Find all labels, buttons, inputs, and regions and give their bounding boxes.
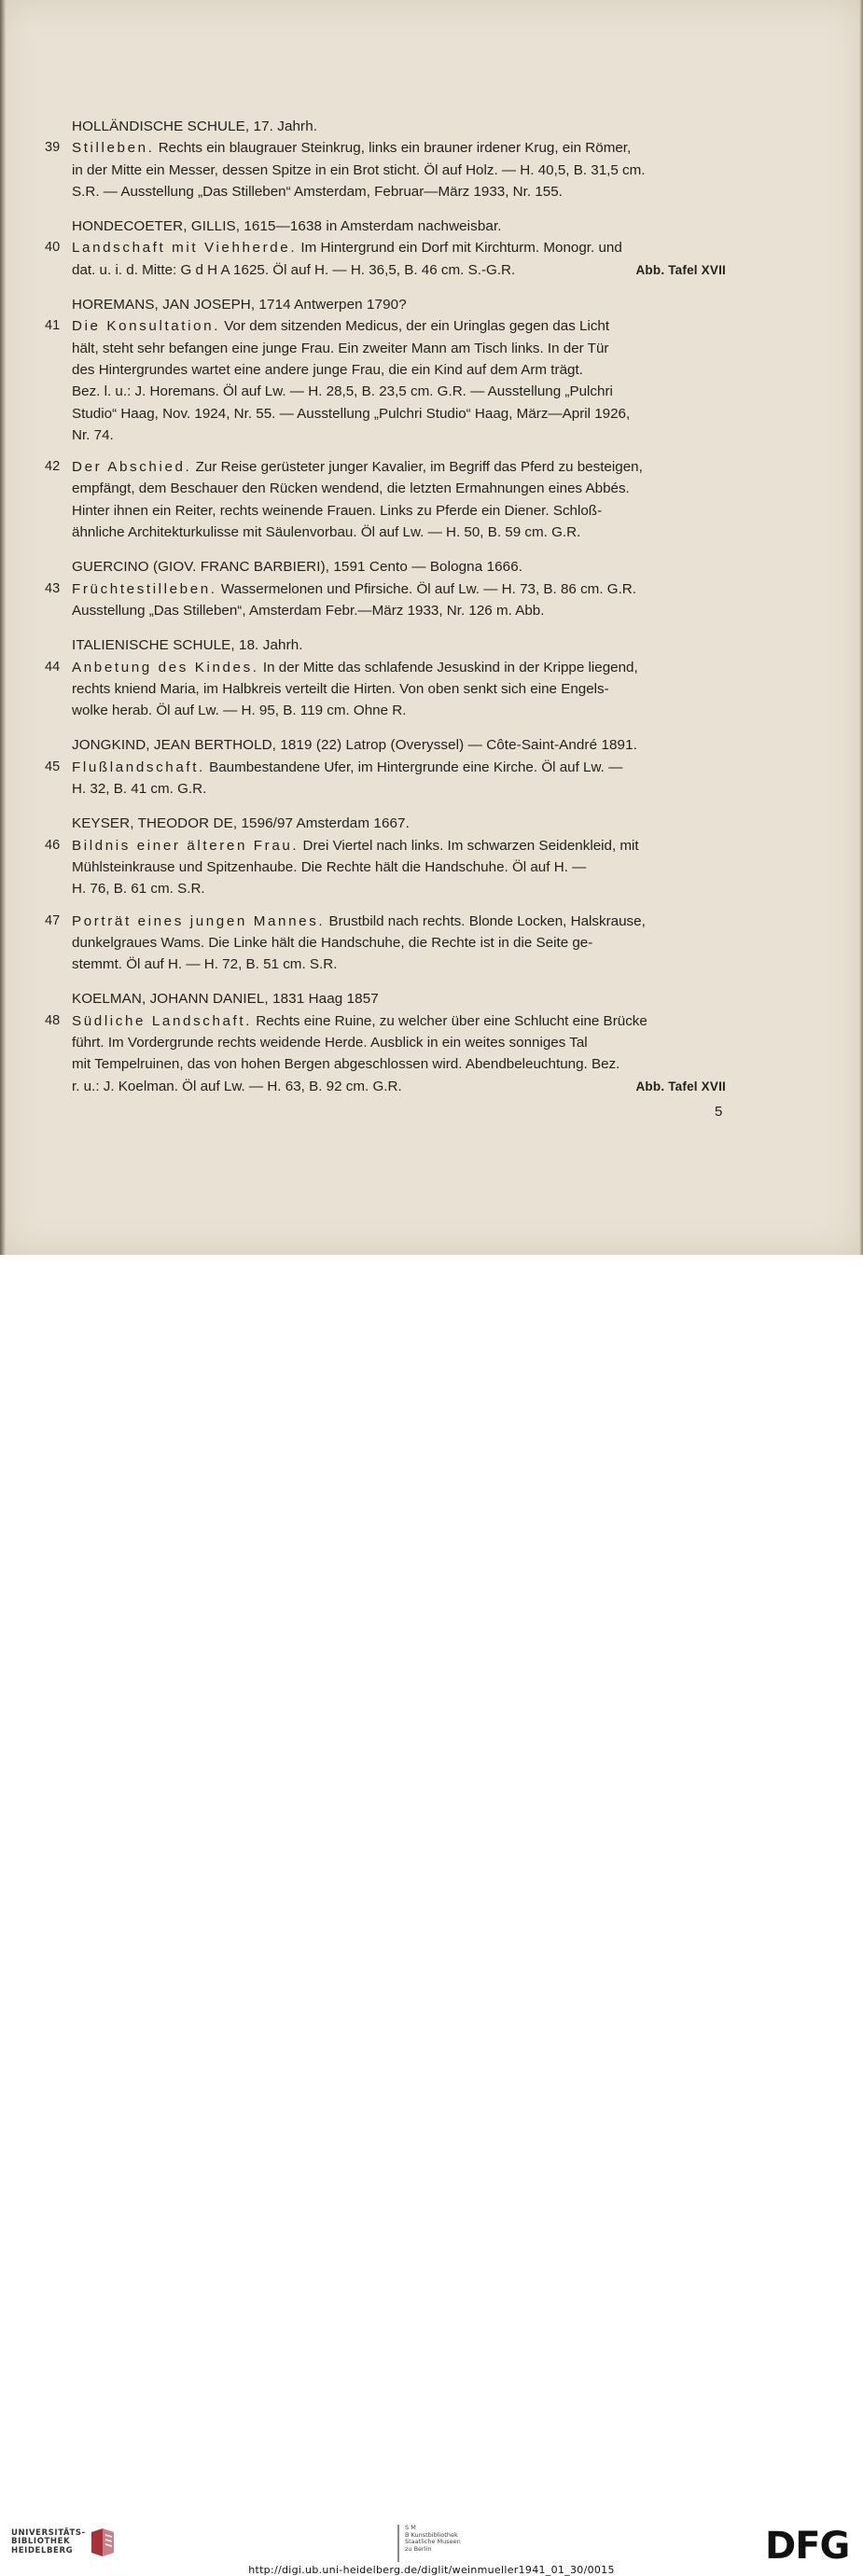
- catalog-entry: [45, 1010, 726, 1097]
- entry-line-text: [72, 838, 639, 854]
- entry-description: Im Hintergrund ein Dorf mit Kirchturm. Monogr. und: [300, 240, 622, 257]
- entry-description: S.R. — Ausstellung „Das Stilleben“ Amsterdam, Februar—März 1933, Nr. 155.: [72, 183, 563, 200]
- entry-line: [72, 1010, 726, 1032]
- entry-line: [72, 403, 726, 425]
- entry-description: Hinter ihnen ein Reiter, rechts weinende Frauen. Links zu Pferde ein Diener. Schloß-: [72, 502, 603, 519]
- museum-line: Staatliche Museen: [405, 2538, 461, 2546]
- artwork-title: Porträt eines jungen Mannes.: [72, 912, 326, 929]
- entry-line-text: [72, 1035, 588, 1051]
- entry-line-text: [72, 1076, 402, 1097]
- entry-line-text: [72, 140, 631, 156]
- entry-line-text: [72, 681, 609, 697]
- museum-line: B Kunstbibliothek: [405, 2530, 458, 2539]
- entry-number: 42: [45, 459, 61, 475]
- entry-description: ähnliche Architekturkulisse mit Säulenvorbau. Öl auf Lw. — H. 50, B. 59 cm. G.R.: [72, 524, 581, 541]
- museum-library-logo[interactable]: [397, 2525, 461, 2562]
- university-library-text: [11, 2529, 86, 2556]
- museum-logo-text: [405, 2525, 461, 2562]
- entry-line-text: [72, 881, 205, 897]
- museum-line: S M: [405, 2524, 416, 2531]
- museum-line: zu Berlin: [405, 2544, 432, 2553]
- entry-line-text: [72, 859, 586, 875]
- entry-line: [72, 700, 726, 721]
- entry-description: H. 32, B. 41 cm. G.R.: [72, 781, 207, 798]
- entry-line: [72, 878, 726, 899]
- entry-description: hält, steht sehr befangen eine junge Frau. Ein zweiter Mann am Tisch links. In der Tür: [72, 340, 609, 356]
- university-line: BIBLIOTHEK: [11, 2537, 71, 2547]
- entry-line: [72, 381, 726, 402]
- entry-line: [72, 181, 726, 202]
- entry-line-text: [72, 781, 206, 797]
- entry-line: [72, 456, 726, 478]
- artist-heading: JONGKIND, JEAN BERTHOLD, 1819 (22) Latrop (Overyssel) — Côte-Saint-André 1891.: [72, 737, 637, 754]
- entry-line-text: [72, 480, 630, 496]
- entry-description: Vor dem sitzenden Medicus, der ein Uringlas gegen das Licht: [224, 318, 610, 335]
- entry-description: dunkelgraues Wams. Die Linke hält die Handschuhe, die Rechte ist in die Seite ge-: [72, 934, 593, 951]
- page-edge-right: [859, 0, 863, 1255]
- entry-line: [72, 1076, 726, 1097]
- entry-line: [72, 578, 726, 600]
- entry-description: Studio“ Haag, Nov. 1924, Nr. 55. — Ausstellung „Pulchri Studio“ Haag, März—April 1926,: [72, 405, 631, 422]
- entry-line-text: [72, 1013, 647, 1029]
- museum-logo-bar: [397, 2525, 399, 2562]
- entry-number: 43: [45, 580, 61, 596]
- entry-line: [72, 237, 726, 258]
- entry-description: in der Mitte ein Messer, dessen Spitze in ein Brot sticht. Öl auf Holz. — H. 40,5, B. 31,5 cm.: [72, 161, 646, 178]
- entry-line-text: [72, 703, 406, 718]
- entry-line: [72, 778, 726, 800]
- entry-description: Drei Viertel nach links. Im schwarzen Seidenkleid, mit: [302, 837, 639, 854]
- entry-line-text: [72, 259, 515, 281]
- entry-line-text: [72, 184, 563, 200]
- entry-line: [72, 600, 726, 621]
- entry-description: Nr. 74.: [72, 426, 114, 443]
- entry-line: [72, 478, 726, 499]
- entry-line-text: [72, 956, 337, 972]
- entry-description: r. u.: J. Koelman. Öl auf Lw. — H. 63, B. 92 cm. G.R.: [72, 1078, 402, 1094]
- entry-number: 46: [45, 837, 61, 853]
- entry-number: 48: [45, 1012, 61, 1028]
- entry-number: 40: [45, 240, 61, 256]
- entry-description: Rechts ein blaugrauer Steinkrug, links ein brauner irdener Krug, ein Römer,: [158, 140, 632, 157]
- entry-description: Rechts eine Ruine, zu welcher über eine Schlucht eine Brücke: [256, 1012, 647, 1029]
- page-number: 5: [715, 1104, 723, 1120]
- entry-line: [72, 954, 726, 975]
- plate-reference: Abb. Tafel XVII: [635, 262, 726, 277]
- entry-line: [72, 657, 726, 678]
- entry-line-text: [72, 524, 580, 540]
- catalog-entry: [45, 137, 726, 202]
- catalog-content: [45, 116, 726, 1097]
- source-url-link[interactable]: http://digi.ub.uni-heidelberg.de/diglit/weinmueller1941_01_30/0015: [248, 2564, 615, 2576]
- entry-line: [72, 137, 726, 159]
- dfg-logo[interactable]: DFG: [765, 2525, 850, 2568]
- entry-description: Brustbild nach rechts. Blonde Locken, Halskrause,: [328, 912, 646, 929]
- entry-description: rechts kniend Maria, im Halbkreis verteilt die Hirten. Von oben senkt sich eine Engels-: [72, 680, 609, 697]
- entry-description: führt. Im Vordergrunde rechts weidende Herde. Ausblick in ein weites sonniges Tal: [72, 1034, 588, 1051]
- artwork-title: Stilleben.: [72, 140, 155, 157]
- entry-line: [72, 522, 726, 543]
- entry-description: H. 76, B. 61 cm. S.R.: [72, 881, 205, 898]
- entry-line: [72, 911, 726, 932]
- entry-line: [72, 500, 726, 522]
- catalog-entry: [45, 578, 726, 622]
- entry-line-text: [72, 913, 646, 929]
- artwork-title: Flußlandschaft.: [72, 759, 205, 775]
- entry-line: [72, 678, 726, 700]
- page-edge-left: [0, 0, 6, 1255]
- entry-description: wolke herab. Öl auf Lw. — H. 95, B. 119 cm. Ohne R.: [72, 703, 407, 719]
- artwork-title: Der Abschied.: [72, 459, 192, 476]
- plate-reference: Abb. Tafel XVII: [635, 1079, 726, 1093]
- entry-description: empfängt, dem Beschauer den Rücken wendend, die letzten Ermahnungen eines Abbés.: [72, 480, 630, 497]
- entry-line-text: [72, 759, 622, 775]
- entry-line: [72, 359, 726, 381]
- entry-line-text: [72, 406, 630, 422]
- entry-line-text: [72, 240, 622, 256]
- scanned-page: [0, 0, 863, 1255]
- catalog-entry: [45, 757, 726, 801]
- entry-description: Baumbestandene Ufer, im Hintergrunde eine Kirche. Öl auf Lw. —: [209, 759, 623, 775]
- entry-line: [72, 259, 726, 281]
- entry-number: 45: [45, 759, 61, 774]
- entry-line-text: [72, 318, 609, 334]
- entry-line-text: [72, 935, 592, 951]
- entry-description: dat. u. i. d. Mitte: G d H A 1625. Öl auf H. — H. 36,5, B. 46 cm. S.-G.R.: [72, 261, 516, 278]
- artist-heading: ITALIENISCHE SCHULE, 18. Jahrh.: [72, 637, 303, 654]
- entry-description: Mühlsteinkrause und Spitzenhaube. Die Rechte hält die Handschuhe. Öl auf H. —: [72, 858, 587, 875]
- university-line: UNIVERSITÄTS-: [11, 2527, 86, 2538]
- entry-line: [72, 1053, 726, 1075]
- entry-description: Wassermelonen und Pfirsiche. Öl auf Lw. — H. 73, B. 86 cm. G.R.: [220, 580, 636, 597]
- entry-line-text: [72, 427, 114, 443]
- catalog-entry: [45, 237, 726, 281]
- artwork-title: Landschaft mit Viehherde.: [72, 240, 298, 257]
- entry-line: [72, 338, 726, 359]
- artwork-title: Früchtestilleben.: [72, 580, 217, 597]
- entry-line-text: [72, 383, 613, 399]
- entry-line-text: [72, 162, 646, 178]
- entry-description: des Hintergrundes wartet eine andere junge Frau, die ein Kind auf dem Arm trägt.: [72, 361, 583, 378]
- entry-line: [72, 932, 726, 954]
- artist-heading: HONDECOETER, GILLIS, 1615—1638 in Amsterdam nachweisbar.: [72, 218, 502, 235]
- catalog-entry: [45, 835, 726, 900]
- entry-line: [72, 315, 726, 337]
- catalog-entry: [45, 456, 726, 543]
- entry-description: stemmt. Öl auf H. — H. 72, B. 51 cm. S.R.: [72, 956, 338, 973]
- artist-heading: KOELMAN, JOHANN DANIEL, 1831 Haag 1857: [72, 991, 379, 1008]
- entry-line-text: [72, 341, 608, 356]
- entry-number: 41: [45, 318, 61, 334]
- artist-heading: GUERCINO (GIOV. FRANC BARBIERI), 1591 Cento — Bologna 1666.: [72, 559, 523, 576]
- entry-line-text: [72, 1056, 619, 1072]
- entry-line: [72, 757, 726, 778]
- artwork-title: Südliche Landschaft.: [72, 1012, 253, 1029]
- entry-description: Zur Reise gerüsteter junger Kavalier, im Begriff das Pferd zu besteigen,: [195, 459, 643, 476]
- entry-description: Bez. l. u.: J. Horemans. Öl auf Lw. — H. 28,5, B. 23,5 cm. G.R. — Ausstellung „Pulchri: [72, 383, 613, 400]
- artist-heading: HOREMANS, JAN JOSEPH, 1714 Antwerpen 1790?: [72, 297, 407, 313]
- entry-number: 39: [45, 140, 61, 156]
- footer-bar: [0, 1255, 863, 2576]
- entry-line-text: [72, 603, 544, 619]
- entry-line: [72, 160, 726, 181]
- university-library-logo[interactable]: [11, 2527, 116, 2558]
- artist-heading: KEYSER, THEODOR DE, 1596/97 Amsterdam 1667.: [72, 815, 410, 832]
- university-line: HEIDELBERG: [11, 2545, 74, 2555]
- catalog-entry: [45, 657, 726, 722]
- entry-line: [72, 1032, 726, 1053]
- entry-description: In der Mitte das schlafende Jesuskind in der Krippe liegend,: [262, 659, 638, 675]
- artwork-title: Bildnis einer älteren Frau.: [72, 837, 299, 854]
- entry-line-text: [72, 362, 583, 378]
- artist-heading: HOLLÄNDISCHE SCHULE, 17. Jahrh.: [72, 118, 318, 134]
- heidelberg-emblem-icon: [90, 2527, 116, 2558]
- artwork-title: Die Konsultation.: [72, 318, 221, 335]
- entry-line: [72, 425, 726, 446]
- entry-number: 47: [45, 912, 61, 928]
- entry-description: Ausstellung „Das Stilleben“, Amsterdam Febr.—März 1933, Nr. 126 m. Abb.: [72, 602, 545, 619]
- entry-line-text: [72, 581, 636, 597]
- entry-line-text: [72, 660, 638, 675]
- entry-line-text: [72, 503, 602, 519]
- entry-number: 44: [45, 659, 61, 675]
- entry-description: mit Tempelruinen, das von hohen Bergen abgeschlossen wird. Abendbeleuchtung. Bez.: [72, 1056, 620, 1073]
- catalog-entry: [45, 911, 726, 976]
- artwork-title: Anbetung des Kindes.: [72, 659, 259, 675]
- entry-line-text: [72, 459, 643, 475]
- entry-line: [72, 835, 726, 856]
- catalog-entry: [45, 315, 726, 446]
- entry-line: [72, 856, 726, 878]
